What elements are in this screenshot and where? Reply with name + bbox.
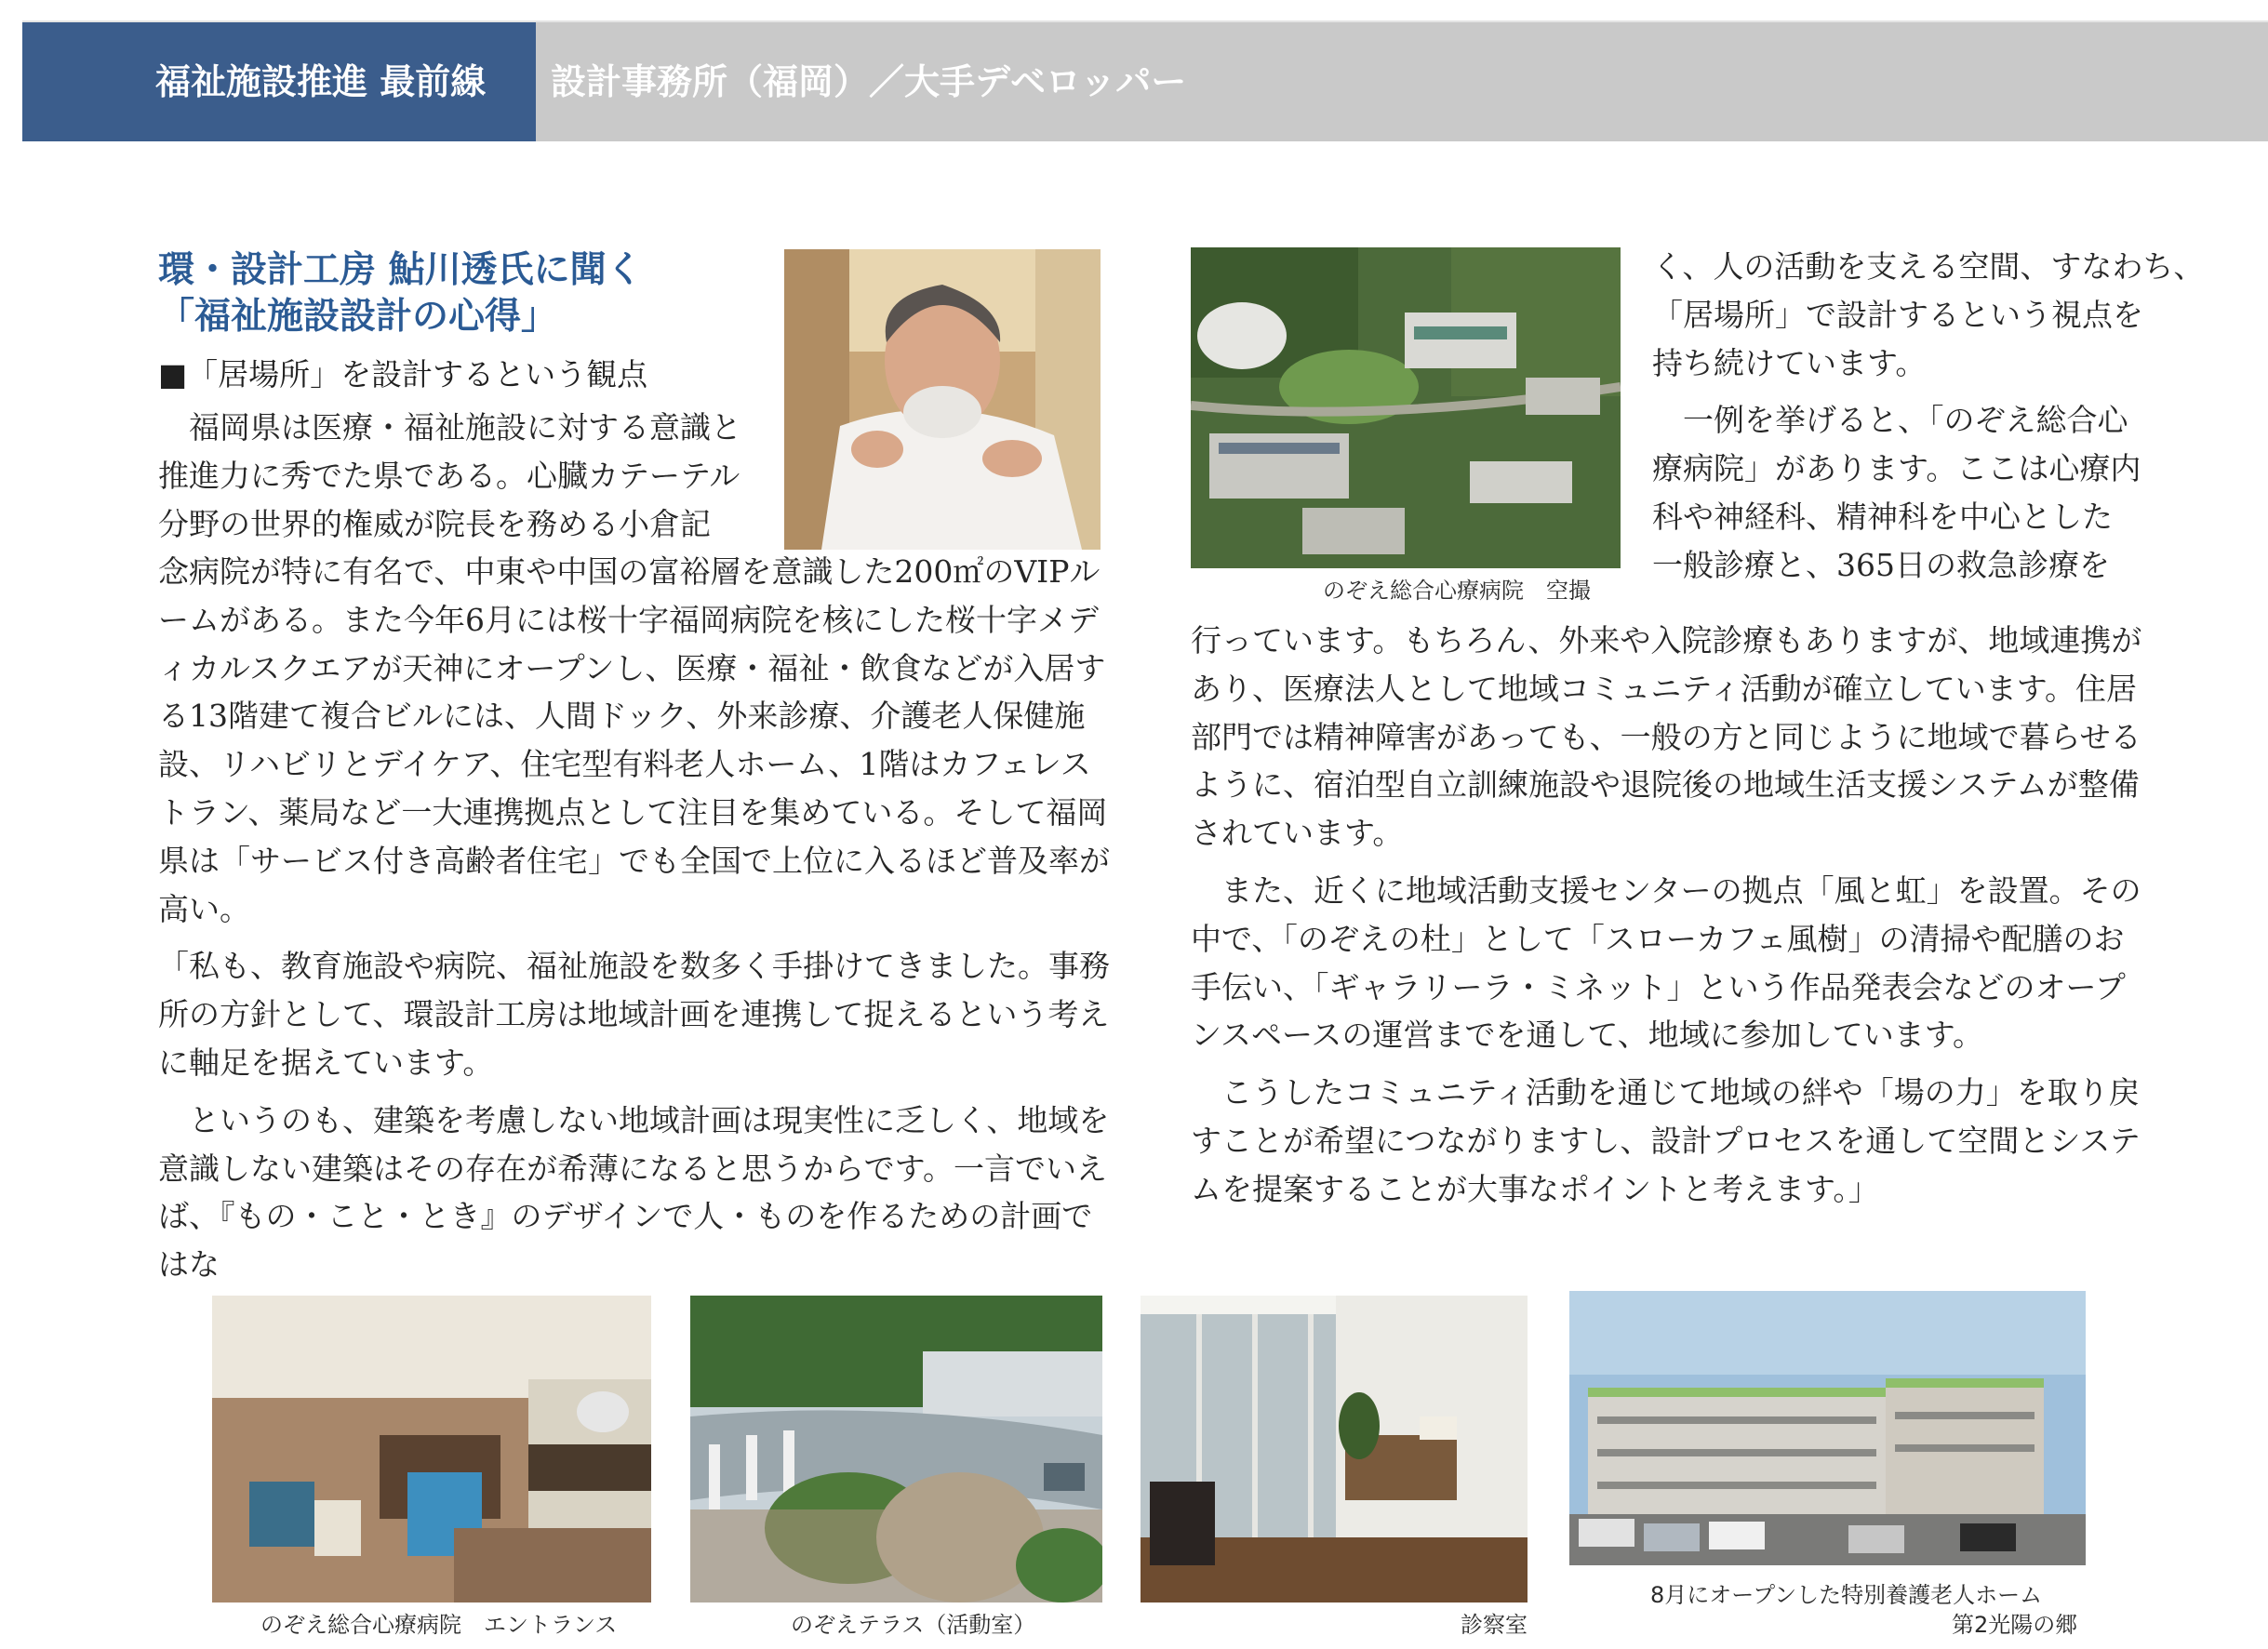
nursing-home-photo bbox=[1569, 1291, 2086, 1565]
caption-nursing-home-2: 第2光陽の郷 bbox=[1952, 1612, 2078, 1638]
paragraph: また、近くに地域活動支援センターの拠点「風と虹」を設置。その中で、「のぞえの杜」として「スローカフェ風樹」の清掃や配膳のお手伝い、「ギャラリーラ・ミネット」という作品発表会などのオープンスペースの運営までを通して、地域に参加しています。 bbox=[1191, 871, 2141, 1054]
wrap-line: 推進力に秀でた県である。心臓カテーテル bbox=[158, 457, 740, 494]
right-column-wrap bbox=[1652, 243, 2205, 590]
wrap-line: 「居場所」で設計するという視点を bbox=[1652, 296, 2143, 333]
section-subhead: ■「居場所」を設計するという観点 bbox=[158, 356, 648, 392]
paragraph: 「私も、教育施設や病院、福祉施設を数多く手掛けてきました。事務所の方針として、環設計工房は地域計画を連携して捉えるという考えに軸足を据えています。 bbox=[158, 948, 1110, 1081]
portrait-photo bbox=[784, 249, 1101, 550]
paragraph: というのも、建築を考慮しない地域計画は現実性に乏しく、地域を意識しない建築はその存在が希薄になると思うからです。一言でいえば、『もの・こと・とき』のデザインで人・ものを作るための計画ではな bbox=[158, 1101, 1110, 1283]
header-subtitle: 設計事務所（福岡）／大手デベロッパー bbox=[551, 61, 1187, 102]
right-column-body bbox=[1191, 617, 2144, 1214]
paragraph: 行っています。もちろん、外来や入院診療もありますが、地域連携があり、医療法人として地域コミュニティ活動が確立しています。住居部門では精神障害があっても、一般の方と同じように地域で暮らせるように、宿泊型自立訓練施設や退院後の地域生活支援システムが整備されています。 bbox=[1191, 622, 2142, 852]
title-line-2: 「福祉施設設計の心得」 bbox=[158, 296, 558, 338]
caption-nursing-home-1: 8月にオープンした特別養護老人ホーム bbox=[1650, 1582, 2043, 1608]
aerial-photo bbox=[1191, 247, 1621, 568]
paragraph: 念病院が特に有名で、中東や中国の富裕層を意識した200㎡のVIPルームがある。また今年6月には桜十字福岡病院を核にした桜十字メディカルスクエアが天神にオープンし、医療・福祉・飲食などが入居する13階建て複合ビルには、人間ドック、外来診療、介護老人保健施設、リハビリとデイケア、住宅型有料老人ホーム、1階はカフェレストラン、薬局など一大連携拠点として注目を集めている。そして福岡県は「サービス付き高齢者住宅」でも全国で上位に入るほど普及率が高い。 bbox=[158, 553, 1110, 927]
wrap-line: 一例を挙げると、「のぞえ総合心 bbox=[1652, 402, 2128, 439]
header-section-title: 福祉施設推進 最前線 bbox=[155, 61, 487, 102]
caption-exam: 診察室 bbox=[1461, 1612, 1528, 1638]
title-line-1: 環・設計工房 鮎川透氏に聞く bbox=[158, 249, 643, 291]
wrap-line: く、人の活動を支える空間、すなわち、 bbox=[1652, 248, 2205, 285]
caption-aerial: のぞえ総合心療病院 空撮 bbox=[1323, 578, 1591, 604]
entrance-photo bbox=[212, 1296, 651, 1602]
caption-entrance: のぞえ総合心療病院 エントランス bbox=[260, 1612, 618, 1638]
wrap-line: 福岡県は医療・福祉施設に対する意識と bbox=[189, 409, 741, 445]
article-title bbox=[158, 247, 763, 340]
paragraph: こうしたコミュニティ活動を通じて地域の絆や「場の力」を取り戻すことが希望につながりますし、設計プロセスを通して空間とシステムを提案することが大事なポイントと考えます。」 bbox=[1191, 1074, 2141, 1207]
wrap-line: 一般診療と、365日の救急診療を bbox=[1652, 546, 2110, 583]
left-column-wrap bbox=[158, 404, 772, 548]
exam-room-photo bbox=[1141, 1296, 1528, 1602]
caption-terrace: のぞえテラス（活動室） bbox=[791, 1612, 1036, 1638]
left-column-body bbox=[158, 548, 1112, 1289]
wrap-line: 持ち続けています。 bbox=[1652, 344, 1927, 381]
wrap-line: 分野の世界的権威が院長を務める小倉記 bbox=[158, 505, 711, 542]
wrap-line: 療病院」があります。ここは心療内 bbox=[1652, 450, 2141, 487]
terrace-photo bbox=[690, 1296, 1102, 1602]
wrap-line: 科や神経科、精神科を中心とした bbox=[1652, 498, 2113, 535]
